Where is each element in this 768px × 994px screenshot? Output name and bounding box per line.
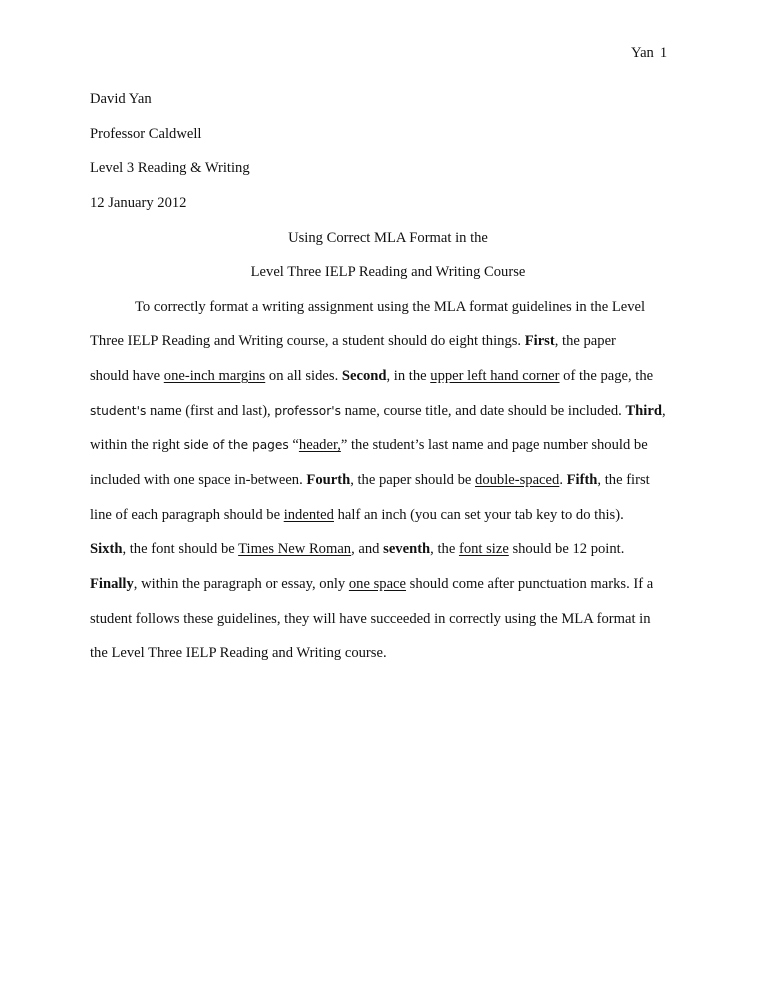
keyword-second: Second <box>341 368 387 385</box>
paragraph-line <box>90 643 686 678</box>
keyword-seventh: seventh <box>383 541 431 558</box>
underlined-phrase: double-spaced <box>475 472 560 489</box>
underlined-phrase: Times New Roman <box>238 541 352 558</box>
keyword-fourth: Fourth <box>306 472 351 489</box>
body-paragraph <box>90 297 686 678</box>
text-run: “ <box>288 437 299 454</box>
paragraph-line <box>90 401 686 436</box>
paragraph-line <box>90 539 686 574</box>
professor-name: Professor Caldwell <box>90 125 202 142</box>
text-run: included with one space in-between. <box>90 472 307 489</box>
keyword-third: Third <box>625 402 662 419</box>
text-run: the Level Three IELP Reading and Writing course. <box>90 645 387 662</box>
paragraph-line <box>90 574 686 609</box>
text-run: of the page, the <box>559 368 654 385</box>
text-run: , the first <box>597 472 650 489</box>
underlined-phrase: indented <box>283 506 334 523</box>
text-run: Three IELP Reading and Writing course, a student should do eight things. <box>90 333 525 350</box>
paragraph-line <box>90 297 686 332</box>
keyword-finally: Finally <box>90 575 134 592</box>
page-number: 1 <box>659 45 668 61</box>
document-body <box>90 89 686 678</box>
text-run: , the paper should be <box>350 472 476 489</box>
paragraph-line <box>90 470 686 505</box>
text-run: , and <box>351 541 384 558</box>
text-run: , within the paragraph or essay, only <box>133 575 349 592</box>
text-run: student follows these guidelines, they will have succeeded in correctly using the MLA format in <box>90 610 651 627</box>
title-line-1: Using Correct MLA Format in the <box>288 229 488 246</box>
text-run: student's <box>90 403 147 418</box>
paragraph-line <box>90 366 686 401</box>
text-run: ” the student’s last name and page number should be <box>340 437 648 454</box>
text-run: within the right <box>90 437 184 454</box>
text-run: name, course title, and date should be included. <box>340 402 626 419</box>
text-run: should have <box>90 368 164 385</box>
underlined-phrase: one space <box>348 575 407 592</box>
text-run: should be 12 point. <box>508 541 625 558</box>
paragraph-line <box>90 609 686 644</box>
paragraph-line <box>90 331 686 366</box>
course-title: Level 3 Reading & Writing <box>90 160 250 177</box>
paragraph-line <box>90 505 686 540</box>
keyword-fifth: Fifth <box>566 472 598 489</box>
text-run: To correctly format a writing assignment using the MLA format guidelines in the Level <box>135 298 646 315</box>
text-run: half an inch (you can set your tab key to do this). <box>333 506 624 523</box>
text-run: line of each paragraph should be <box>90 506 284 523</box>
text-run: , in the <box>386 368 431 385</box>
text-run: on all sides. <box>265 368 342 385</box>
document-date: 12 January 2012 <box>90 194 187 211</box>
student-name: David Yan <box>90 91 152 107</box>
title-line-2: Level Three IELP Reading and Writing Course <box>250 264 526 281</box>
text-run: , the paper <box>554 333 616 350</box>
text-run: name (first and last), <box>146 402 275 419</box>
underlined-phrase: upper left hand corner <box>430 368 560 385</box>
text-run: , <box>661 402 666 419</box>
text-run: should come after punctuation marks. If a <box>406 575 654 592</box>
underlined-phrase: header, <box>298 437 341 454</box>
underlined-phrase: one-inch margins <box>163 368 266 385</box>
header-surname: Yan <box>631 45 654 61</box>
text-run: , the <box>430 541 459 558</box>
text-run: . <box>559 472 567 489</box>
keyword-sixth: Sixth <box>90 541 123 558</box>
running-header <box>631 44 667 62</box>
keyword-first: First <box>524 333 555 350</box>
text-run: side of the pages <box>183 438 289 453</box>
text-run: professor's <box>274 403 341 418</box>
paragraph-line <box>90 435 686 470</box>
underlined-phrase: font size <box>458 541 509 558</box>
text-run: , the font should be <box>122 541 239 558</box>
